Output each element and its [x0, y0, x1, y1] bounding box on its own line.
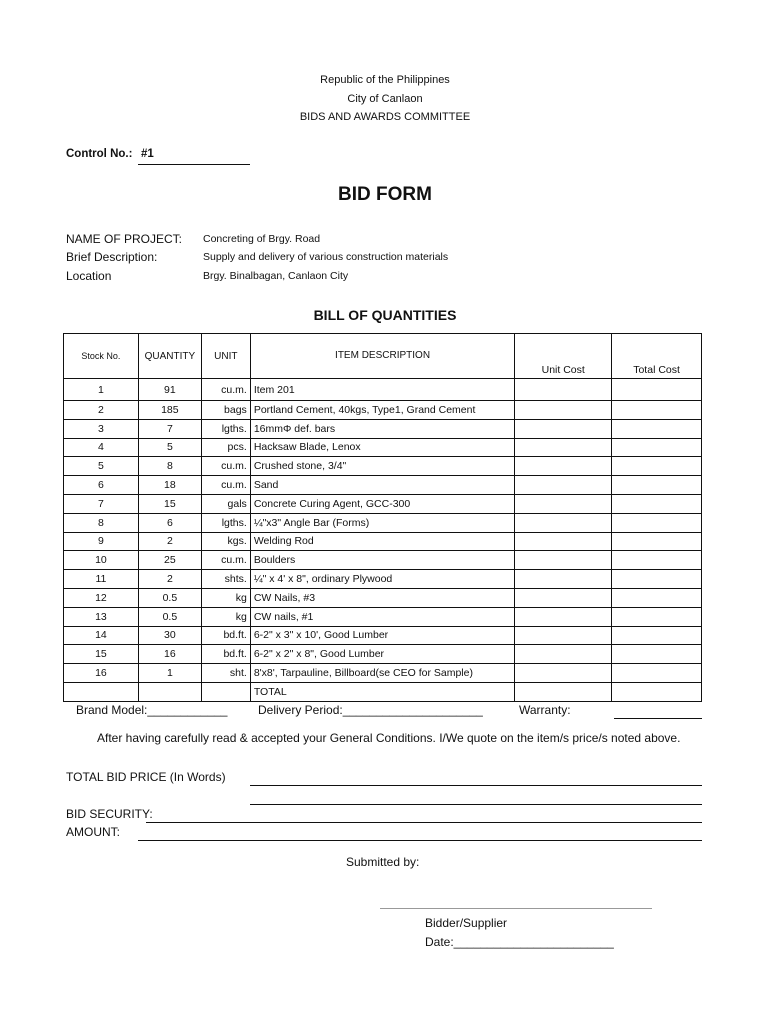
brand-model-field[interactable]: Brand Model:____________ — [76, 703, 228, 717]
total-cost-cell[interactable] — [612, 551, 702, 570]
table-row — [64, 588, 702, 607]
table-row — [64, 401, 702, 420]
control-no-label: Control No.: — [66, 148, 133, 160]
stock-no-cell: 3 — [64, 419, 139, 438]
unit-cost-cell[interactable] — [515, 532, 612, 551]
item-description-cell: Boulders — [250, 551, 515, 570]
stock-no-cell: 5 — [64, 457, 139, 476]
unit-cell: lgths. — [201, 419, 250, 438]
table-row — [64, 645, 702, 664]
stock-no-cell: 6 — [64, 476, 139, 495]
table-row — [64, 379, 702, 401]
quantity-cell: 8 — [138, 457, 201, 476]
table-row — [64, 532, 702, 551]
signature-line[interactable] — [380, 908, 652, 909]
unit-cell: cu.m. — [201, 457, 250, 476]
stock-no-cell: 15 — [64, 645, 139, 664]
quantity-cell: 30 — [138, 626, 201, 645]
quantity-cell: 91 — [138, 379, 201, 401]
total-label-cell: TOTAL — [250, 682, 515, 701]
quantity-cell: 6 — [138, 513, 201, 532]
quantity-cell: 2 — [138, 570, 201, 589]
total-bid-price-line-2[interactable] — [250, 804, 702, 805]
submitted-by-label: Submitted by: — [346, 855, 420, 869]
unit-cell: sht. — [201, 664, 250, 683]
quantity-cell: 16 — [138, 645, 201, 664]
item-description-cell: Hacksaw Blade, Lenox — [250, 438, 515, 457]
item-description-cell: Portland Cement, 40kgs, Type1, Grand Cement — [250, 401, 515, 420]
total-cost-cell[interactable] — [612, 664, 702, 683]
unit-cost-cell[interactable] — [515, 379, 612, 401]
quantity-cell: 15 — [138, 494, 201, 513]
amount-line[interactable] — [138, 840, 702, 841]
item-description-cell: CW Nails, #3 — [250, 588, 515, 607]
header-city: City of Canlaon — [347, 93, 423, 105]
bill-of-quantities-table — [63, 333, 702, 702]
table-row — [64, 664, 702, 683]
table-row — [64, 438, 702, 457]
stock-no-cell: 16 — [64, 664, 139, 683]
stock-no-cell: 4 — [64, 438, 139, 457]
total-cost-cell[interactable] — [612, 588, 702, 607]
quantity-cell: 0.5 — [138, 607, 201, 626]
stock-no-cell: 1 — [64, 379, 139, 401]
unit-cell: bags — [201, 401, 250, 420]
acceptance-statement: After having carefully read & accepted your General Conditions. I/We quote on the item/s price/s noted above. — [97, 731, 681, 745]
control-no-value: #1 — [138, 148, 250, 165]
quantity-cell: 185 — [138, 401, 201, 420]
total-cost-cell[interactable] — [612, 645, 702, 664]
unit-cost-cell[interactable] — [515, 645, 612, 664]
total-cost-cell[interactable] — [612, 419, 702, 438]
total-bid-price-label: TOTAL BID PRICE (In Words) — [66, 770, 226, 784]
stock-no-cell: 13 — [64, 607, 139, 626]
item-description-cell: Welding Rod — [250, 532, 515, 551]
unit-cost-cell[interactable] — [515, 588, 612, 607]
bid-security-label: BID SECURITY: — [66, 807, 153, 821]
total-cost-cell[interactable] — [612, 494, 702, 513]
unit-cell: shts. — [201, 570, 250, 589]
col-header-total-cost: Total Cost — [612, 334, 702, 379]
page-title: BID FORM — [338, 184, 432, 205]
unit-cell: kgs. — [201, 532, 250, 551]
total-cost-cell[interactable] — [612, 532, 702, 551]
unit-cost-cell[interactable] — [515, 513, 612, 532]
quantity-cell: 18 — [138, 476, 201, 495]
unit-cell: cu.m. — [201, 379, 250, 401]
unit-cost-cell[interactable] — [515, 551, 612, 570]
item-description-cell: CW nails, #1 — [250, 607, 515, 626]
unit-cell: bd.ft. — [201, 626, 250, 645]
total-cost-cell[interactable] — [612, 457, 702, 476]
unit-cost-cell[interactable] — [515, 457, 612, 476]
brief-description-label: Brief Description: — [66, 250, 158, 264]
unit-cost-cell[interactable] — [515, 401, 612, 420]
stock-no-cell: 12 — [64, 588, 139, 607]
table-row — [64, 494, 702, 513]
item-description-cell: Concrete Curing Agent, GCC-300 — [250, 494, 515, 513]
total-cost-cell[interactable] — [612, 401, 702, 420]
unit-cost-cell[interactable] — [515, 476, 612, 495]
bidder-supplier-label: Bidder/Supplier — [425, 916, 508, 930]
quantity-cell: 2 — [138, 532, 201, 551]
total-cost-cell[interactable] — [612, 626, 702, 645]
stock-no-cell: 2 — [64, 401, 139, 420]
unit-cost-cell[interactable] — [515, 438, 612, 457]
unit-cell: kg — [201, 588, 250, 607]
col-header-quantity: QUANTITY — [138, 334, 201, 379]
total-cost-cell[interactable] — [612, 438, 702, 457]
unit-cost-cell[interactable] — [515, 664, 612, 683]
quantity-cell: 5 — [138, 438, 201, 457]
unit-cell: bd.ft. — [201, 645, 250, 664]
total-cost-cell[interactable] — [612, 607, 702, 626]
item-description-cell: Sand — [250, 476, 515, 495]
unit-cell: lgths. — [201, 513, 250, 532]
item-description-cell: ¼"x3" Angle Bar (Forms) — [250, 513, 515, 532]
table-row — [64, 457, 702, 476]
stock-no-cell: 10 — [64, 551, 139, 570]
unit-cell: cu.m. — [201, 551, 250, 570]
col-header-unit-cost: Unit Cost — [515, 334, 612, 379]
stock-no-cell: 14 — [64, 626, 139, 645]
item-description-cell: Crushed stone, 3/4" — [250, 457, 515, 476]
unit-cell: kg — [201, 607, 250, 626]
col-header-unit: UNIT — [201, 334, 250, 379]
header-committee: BIDS AND AWARDS COMMITTEE — [299, 111, 471, 123]
total-cost-cell[interactable] — [612, 476, 702, 495]
bid-security-line[interactable] — [146, 822, 702, 823]
table-row — [64, 607, 702, 626]
item-description-cell: 6-2" x 2" x 8", Good Lumber — [250, 645, 515, 664]
total-row-cell — [138, 682, 201, 701]
table-row — [64, 551, 702, 570]
unit-cost-cell[interactable] — [515, 626, 612, 645]
location-label: Location — [66, 269, 112, 283]
item-description-cell: 16mmΦ def. bars — [250, 419, 515, 438]
unit-cost-cell[interactable] — [515, 419, 612, 438]
stock-no-cell: 9 — [64, 532, 139, 551]
boq-title: BILL OF QUANTITIES — [313, 307, 457, 323]
brief-description-value: Supply and delivery of various construction materials — [203, 251, 449, 263]
warranty-label: Warranty: — [519, 703, 571, 717]
unit-cell: cu.m. — [201, 476, 250, 495]
item-description-cell: ¼" x 4' x 8", ordinary Plywood — [250, 570, 515, 589]
header-republic: Republic of the Philippines — [320, 74, 450, 86]
table-row — [64, 570, 702, 589]
item-description-cell: Item 201 — [250, 379, 515, 401]
location-value: Brgy. Binalbagan, Canlaon City — [203, 270, 349, 282]
unit-cost-cell[interactable] — [515, 570, 612, 589]
amount-label: AMOUNT: — [66, 825, 120, 839]
table-header-row — [64, 334, 702, 379]
col-header-stock-no: Stock No. — [64, 334, 139, 379]
unit-cell: gals — [201, 494, 250, 513]
col-header-item-description: ITEM DESCRIPTION — [250, 334, 515, 379]
total-row-cell[interactable] — [612, 682, 702, 701]
item-description-cell: 8'x8', Tarpauline, Billboard(se CEO for Sample) — [250, 664, 515, 683]
item-description-cell: 6-2" x 3" x 10', Good Lumber — [250, 626, 515, 645]
stock-no-cell: 7 — [64, 494, 139, 513]
date-field[interactable]: Date:________________________ — [425, 935, 614, 949]
total-row-cell — [64, 682, 139, 701]
total-bid-price-line-1[interactable] — [250, 785, 702, 786]
quantity-cell: 0.5 — [138, 588, 201, 607]
total-cost-cell[interactable] — [612, 513, 702, 532]
total-row-cell — [201, 682, 250, 701]
project-name-value: Concreting of Brgy. Road — [203, 233, 321, 245]
warranty-line[interactable] — [614, 718, 702, 719]
table-row — [64, 626, 702, 645]
table-row — [64, 476, 702, 495]
quantity-cell: 25 — [138, 551, 201, 570]
total-cost-cell[interactable] — [612, 379, 702, 401]
total-row-cell[interactable] — [515, 682, 612, 701]
quantity-cell: 1 — [138, 664, 201, 683]
total-row — [64, 682, 702, 701]
unit-cell: pcs. — [201, 438, 250, 457]
unit-cost-cell[interactable] — [515, 607, 612, 626]
unit-cost-cell[interactable] — [515, 494, 612, 513]
stock-no-cell: 8 — [64, 513, 139, 532]
table-row — [64, 513, 702, 532]
stock-no-cell: 11 — [64, 570, 139, 589]
quantity-cell: 7 — [138, 419, 201, 438]
table-row — [64, 419, 702, 438]
delivery-period-field[interactable]: Delivery Period:_____________________ — [258, 703, 483, 717]
project-name-label: NAME OF PROJECT: — [66, 232, 183, 246]
total-cost-cell[interactable] — [612, 570, 702, 589]
